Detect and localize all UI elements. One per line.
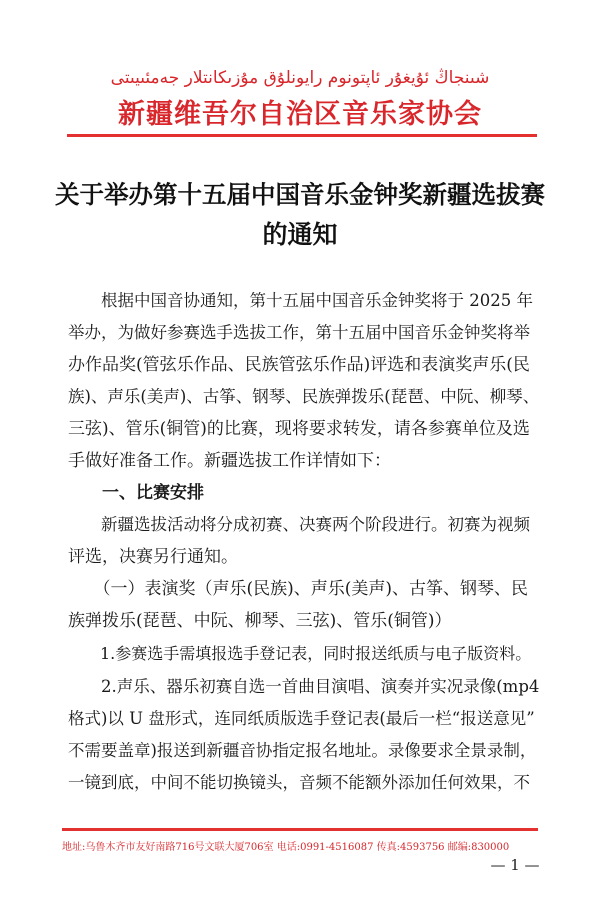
body-line: 2.声乐、器乐初赛自选一首曲目演唱、演奏并实况录像(mp4 xyxy=(68,677,540,696)
body-line: 举办，为做好参赛选手选拔工作，第十五届中国音乐金钟奖将举 xyxy=(68,323,530,342)
body-line: 手做好准备工作。新疆选拔工作详情如下： xyxy=(68,451,391,471)
footer-divider xyxy=(62,828,538,831)
body-line: 格式)以 U 盘形式，连同纸质版选手登记表(最后一栏“报送意见” xyxy=(68,709,535,728)
body-line: 不需要盖章)报送到新疆音协指定报名地址。录像要求全景录制， xyxy=(68,741,537,760)
body-line: 族弹拨乐(琵琶、中阮、柳琴、三弦)、管乐(铜管)） xyxy=(68,611,452,631)
body-line: 根据中国音协通知，第十五届中国音乐金钟奖将于 2025 年 xyxy=(68,291,533,310)
body-line: 1.参赛选手需填报选手登记表，同时报送纸质与电子版资料。 xyxy=(68,644,532,663)
page-number: — 1 — xyxy=(490,856,540,874)
body-line: 一镜到底，中间不能切换镜头，音频不能额外添加任何效果，不 xyxy=(68,773,530,792)
letterhead-org-name: 新疆维吾尔自治区音乐家协会 xyxy=(118,99,482,130)
footer-address: 地址:乌鲁木齐市友好南路716号文联大厦706室 电话:0991-4516087 传真:4593756 邮编:830000 xyxy=(62,842,510,853)
section-heading: 一、比赛安排 xyxy=(68,483,204,503)
body-line: 三弦)、管乐(铜管)的比赛，现将要求转发，请各参赛单位及选 xyxy=(68,419,530,439)
document-title-line-1: 关于举办第十五届中国音乐金钟奖新疆选拔赛 xyxy=(55,180,545,209)
body-line: 族)、声乐(美声)、古筝、钢琴、民族弹拨乐(琵琶、中阮、柳琴、 xyxy=(68,387,540,406)
body-line: 评选，决赛另行通知。 xyxy=(68,547,238,567)
document-title-line-2: 的通知 xyxy=(262,220,338,249)
body-line: 办作品奖(管弦乐作品、民族管弦乐作品)评选和表演奖声乐(民 xyxy=(68,355,530,375)
letterhead-divider xyxy=(67,134,537,137)
letterhead-uyghur-name: شىنجاڭ ئۇيغۇر ئاپتونوم رايونلۇق مۇزىكانتلار جەمئىيىتى xyxy=(110,68,490,88)
body-line: （一）表演奖（声乐(民族)、声乐(美声)、古筝、钢琴、民 xyxy=(68,579,529,599)
body-line: 新疆选拔活动将分成初赛、决赛两个阶段进行。初赛为视频 xyxy=(68,515,530,534)
